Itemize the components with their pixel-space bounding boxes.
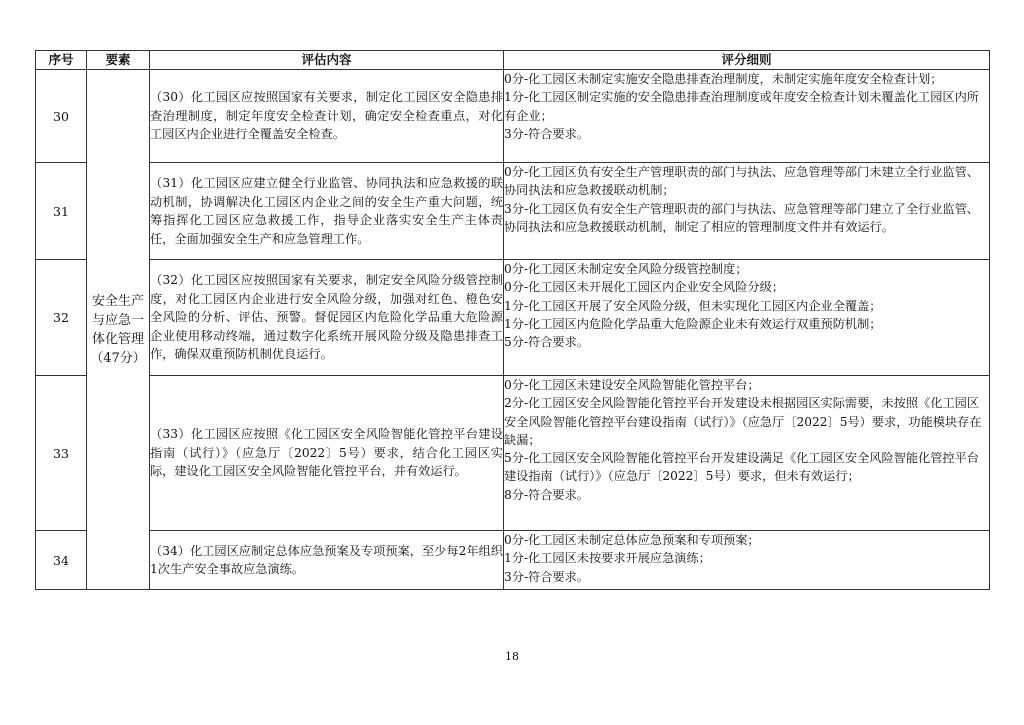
detail-line: 8分-符合要求。	[504, 487, 589, 502]
table-row	[36, 70, 990, 163]
table-row	[36, 531, 990, 590]
detail-line: 3分-符合要求。	[504, 569, 589, 584]
detail-cell	[504, 531, 990, 590]
content-cell: （30）化工园区应按照国家有关要求，制定化工园区安全隐患排查治理制度，制定年度安全检查计划，确定安全检查重点，对化工园区内企业进行全覆盖安全检查。	[150, 70, 504, 163]
detail-cell	[504, 70, 990, 163]
header-detail: 评分细则	[504, 51, 990, 70]
row-number: 32	[36, 260, 87, 376]
table-row	[36, 376, 990, 531]
content-cell: （32）化工园区应按照国家有关要求，制定安全风险分级管控制度，对化工园区内企业进行安全风险分级，加强对红色、橙色安全风险的分析、评估、预警。督促园区内危险化学品重大危险源企业使用移动终端，通过数字化系统开展风险分级及隐患排查工作，确保双重预防机制优良运行。	[150, 260, 504, 376]
row-number: 33	[36, 376, 87, 531]
row-number: 31	[36, 163, 87, 260]
table-header-row	[36, 51, 990, 70]
detail-line: 5分-符合要求。	[504, 335, 589, 350]
detail-line: 2分-化工园区安全风险智能化管控平台开发建设未根据园区实际需要，未按照《化工园区安全风险智能化管控平台建设指南（试行）》（应急厅〔2022〕5号）要求，功能模块存在缺漏；	[504, 396, 982, 447]
detail-line: 0分-化工园区未制定安全风险分级管控制度；	[504, 262, 748, 276]
table-row	[36, 163, 990, 260]
header-no: 序号	[36, 51, 87, 70]
detail-line: 1分-化工园区未按要求开展应急演练；	[504, 551, 711, 566]
detail-line: 3分-化工园区负有安全生产管理职责的部门与执法、应急管理等部门建立了全行业监管、协同执法和应急救援联动机制，制定了相应的管理制度文件并有效运行。	[504, 201, 979, 234]
row-number: 30	[36, 70, 87, 163]
detail-line: 0分-化工园区未建设安全风险智能化管控平台；	[504, 378, 760, 392]
evaluation-table	[35, 50, 990, 590]
element-cell: 安全生产与应急一体化管理（47分）	[87, 70, 150, 590]
header-element: 要素	[87, 51, 150, 70]
content-cell: （34）化工园区应制定总体应急预案及专项预案，至少每2年组织1次生产安全事故应急演练。	[150, 531, 504, 590]
detail-cell	[504, 163, 990, 260]
header-content: 评估内容	[150, 51, 504, 70]
page-number: 18	[505, 650, 519, 663]
detail-cell	[504, 376, 990, 531]
detail-line: 1分-化工园区开展了安全风险分级，但未实现化工园区内企业全覆盖；	[504, 298, 882, 313]
content-cell: （33）化工园区应按照《化工园区安全风险智能化管控平台建设指南（试行）》（应急厅〔2022〕5号）要求，结合化工园区实际，建设化工园区安全风险智能化管控平台，并有效运行。	[150, 376, 504, 531]
detail-line: 1分-化工园区制定实施的安全隐患排查治理制度或年度安全检查计划未覆盖化工园区内所有企业；	[504, 90, 979, 123]
detail-line: 1分-化工园区内危险化学品重大危险源企业未有效运行双重预防机制；	[504, 316, 882, 331]
detail-line: 3分-符合要求。	[504, 126, 589, 141]
row-number: 34	[36, 531, 87, 590]
detail-line: 0分-化工园区未开展化工园区内企业安全风险分级；	[504, 280, 784, 295]
detail-line: 0分-化工园区未制定实施安全隐患排查治理制度，未制定实施年度安全检查计划；	[504, 72, 943, 86]
table-row	[36, 260, 990, 376]
detail-line: 0分-化工园区未制定总体应急预案和专项预案；	[504, 533, 760, 547]
content-cell: （31）化工园区应建立健全行业监管、协同执法和应急救援的联动机制，协调解决化工园区内企业之间的安全生产重大问题，统筹指挥化工园区应急救援工作，指导企业落实安全生产主体责任，全面加强安全生产和应急管理工作。	[150, 163, 504, 260]
detail-line: 5分-化工园区安全风险智能化管控平台开发建设满足《化工园区安全风险智能化管控平台建设指南（试行）》（应急厅〔2022〕5号）要求，但未有效运行；	[504, 451, 979, 484]
detail-cell	[504, 260, 990, 376]
detail-line: 0分-化工园区负有安全生产管理职责的部门与执法、应急管理等部门未建立全行业监管、协同执法和应急救援联动机制；	[504, 165, 979, 198]
